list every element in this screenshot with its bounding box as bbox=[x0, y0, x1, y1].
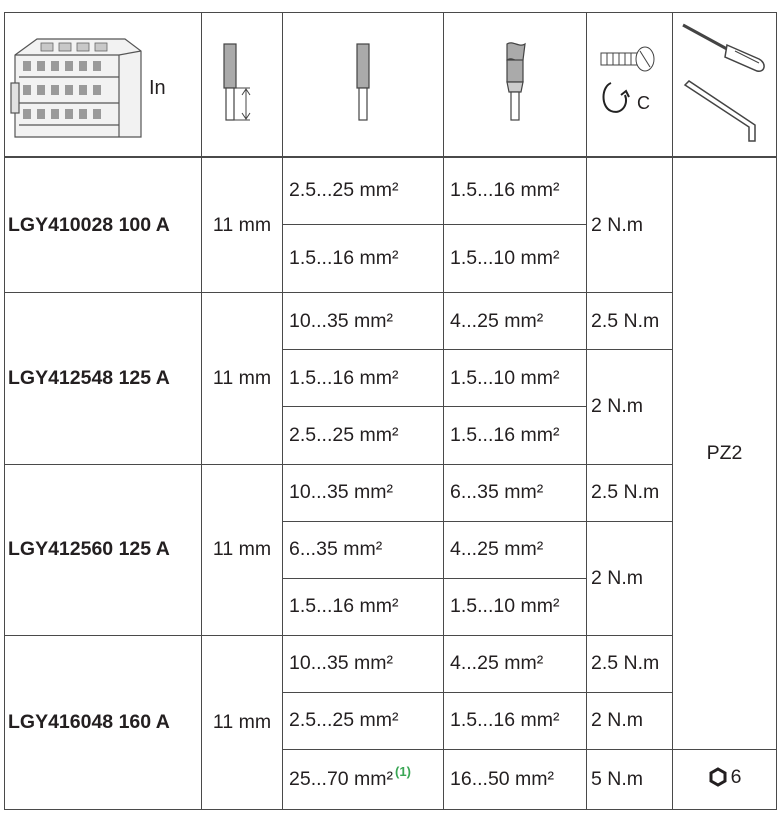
rigid-section: 1.5...16 mm² bbox=[283, 225, 444, 293]
rated-current: 160 A bbox=[118, 710, 170, 733]
product-reference: LGY416048 bbox=[8, 710, 114, 733]
screw-torque-icon bbox=[595, 39, 665, 129]
product-cell bbox=[5, 464, 202, 635]
connection-spec-table bbox=[4, 12, 777, 810]
tightening-torque: 2.5 N.m bbox=[587, 464, 673, 521]
tightening-torque: 2 N.m bbox=[587, 350, 673, 464]
rated-current: 125 A bbox=[118, 538, 170, 561]
header-torque-cell bbox=[587, 13, 673, 157]
rigid-section-cell bbox=[283, 749, 444, 809]
product-cell bbox=[5, 293, 202, 464]
rigid-section: 10...35 mm² bbox=[283, 635, 444, 692]
tightening-torque: 2 N.m bbox=[587, 521, 673, 635]
stripping-length: 11 mm bbox=[202, 464, 283, 635]
header-row bbox=[5, 13, 777, 157]
screwdriver-icon bbox=[675, 19, 775, 79]
rigid-section: 2.5...25 mm² bbox=[283, 692, 444, 749]
table-row bbox=[5, 293, 777, 350]
rigid-section: 6...35 mm² bbox=[283, 521, 444, 578]
header-tools-cell bbox=[673, 13, 777, 157]
rigid-conductor-icon bbox=[323, 34, 403, 134]
screwdriver-size: PZ2 bbox=[673, 157, 777, 750]
tightening-torque: 2.5 N.m bbox=[587, 635, 673, 692]
table-row bbox=[5, 635, 777, 692]
stripping-length: 11 mm bbox=[202, 635, 283, 809]
header-rigid-cell bbox=[283, 13, 444, 157]
tightening-torque: 2 N.m bbox=[587, 692, 673, 749]
hex-key-size-cell bbox=[673, 749, 777, 809]
flexible-section: 1.5...16 mm² bbox=[444, 692, 587, 749]
table-row bbox=[5, 464, 777, 521]
footnote-marker: (1) bbox=[395, 763, 411, 779]
rigid-section: 2.5...25 mm² bbox=[283, 157, 444, 225]
torque-c-label: C bbox=[636, 93, 650, 114]
product-reference: LGY412548 bbox=[8, 366, 114, 389]
flexible-section: 1.5...10 mm² bbox=[444, 225, 587, 293]
tightening-torque: 5 N.m bbox=[587, 749, 673, 809]
stripping-length: 11 mm bbox=[202, 293, 283, 464]
stripping-length-icon bbox=[202, 34, 282, 134]
flexible-section: 1.5...16 mm² bbox=[444, 157, 587, 225]
stripping-length: 11 mm bbox=[202, 157, 283, 293]
flexible-section: 16...50 mm² bbox=[444, 749, 587, 809]
rigid-section: 10...35 mm² bbox=[283, 464, 444, 521]
hexagon-icon bbox=[708, 767, 728, 787]
product-cell bbox=[5, 635, 202, 809]
flexible-section: 1.5...16 mm² bbox=[444, 407, 587, 464]
hex-key-size: 6 bbox=[730, 765, 742, 788]
in-label: In bbox=[149, 77, 166, 99]
flexible-section: 1.5...10 mm² bbox=[444, 350, 587, 407]
tightening-torque: 2 N.m bbox=[587, 157, 673, 293]
rated-current: 125 A bbox=[118, 366, 170, 389]
flexible-section: 4...25 mm² bbox=[444, 521, 587, 578]
flexible-section: 1.5...10 mm² bbox=[444, 578, 587, 635]
rigid-section: 1.5...16 mm² bbox=[283, 578, 444, 635]
rigid-section: 25...70 mm² bbox=[289, 767, 394, 790]
flexible-conductor-icon bbox=[475, 34, 555, 134]
product-image bbox=[7, 25, 147, 145]
product-reference: LGY412560 bbox=[8, 538, 114, 561]
hex-key-icon bbox=[675, 79, 775, 149]
rigid-section: 1.5...16 mm² bbox=[283, 350, 444, 407]
product-reference: LGY410028 bbox=[8, 213, 114, 236]
rigid-section: 2.5...25 mm² bbox=[283, 407, 444, 464]
rated-current: 100 A bbox=[118, 213, 170, 236]
rigid-section: 10...35 mm² bbox=[283, 293, 444, 350]
flexible-section: 6...35 mm² bbox=[444, 464, 587, 521]
tightening-torque: 2.5 N.m bbox=[587, 293, 673, 350]
flexible-section: 4...25 mm² bbox=[444, 293, 587, 350]
header-flexible-cell bbox=[444, 13, 587, 157]
header-product-cell bbox=[5, 13, 202, 157]
header-strip-cell bbox=[202, 13, 283, 157]
table-row bbox=[5, 157, 777, 225]
flexible-section: 4...25 mm² bbox=[444, 635, 587, 692]
product-cell bbox=[5, 157, 202, 293]
